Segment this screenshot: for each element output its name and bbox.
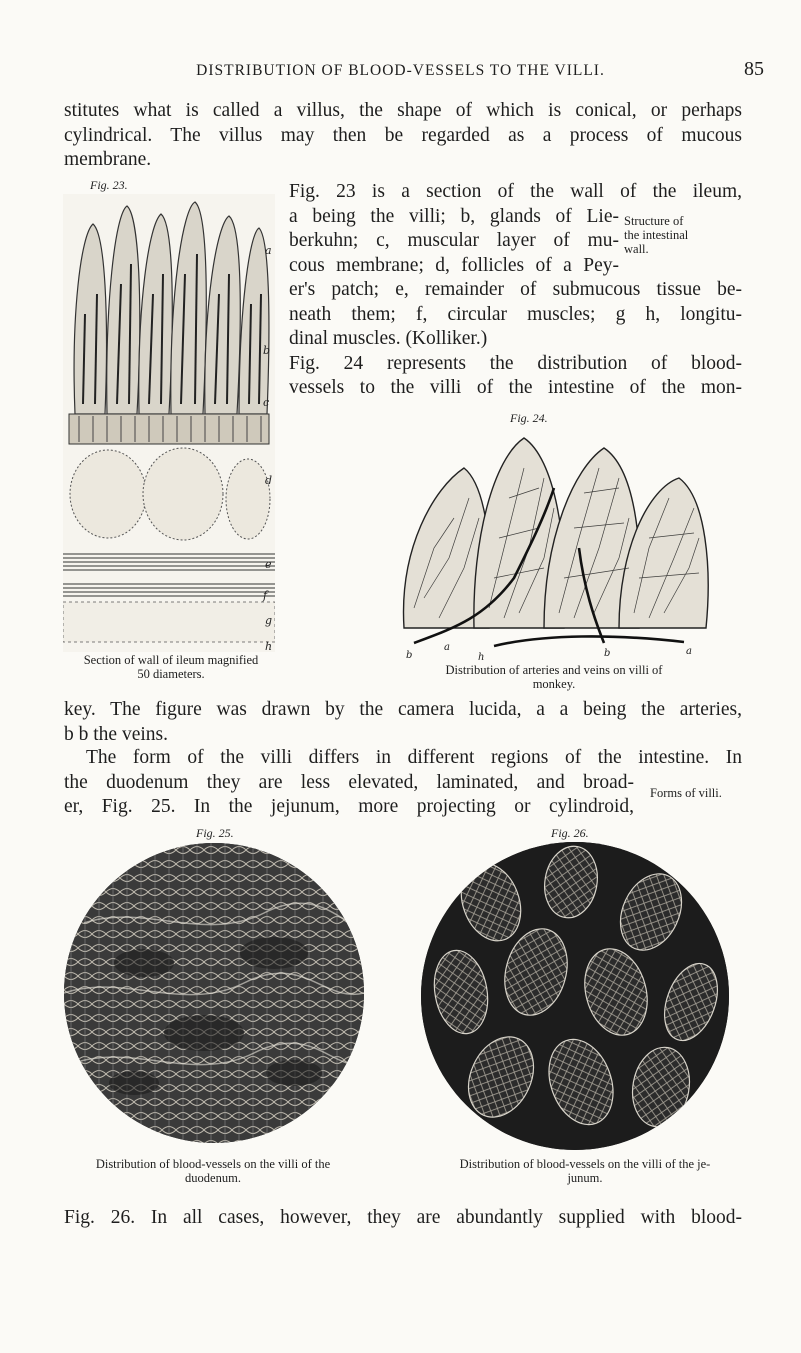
caption-line: monkey. (532, 677, 576, 691)
figure-24-caption (384, 663, 724, 691)
caption-line: Distribution of blood-vessels on the villi of the (95, 1157, 331, 1171)
text-line: The form of the villi differs in different regions of the intestine. In (86, 747, 742, 768)
figure-26-label: Fig. 26. (551, 826, 589, 840)
fig24-letter-b2: b (604, 648, 611, 659)
caption-line: junum. (567, 1171, 603, 1185)
ileum-section-drawing (63, 194, 275, 652)
text-line: er, Fig. 25. In the jejunum, more projecting or cylindroid, (64, 796, 634, 817)
fig23-letter-a: a (265, 244, 272, 257)
text-line: cous membrane; d, follicles of a Pey- (289, 254, 619, 276)
fig23-letter-d: d (265, 474, 273, 487)
paragraph-3 (64, 746, 742, 820)
paragraph-2 (64, 698, 742, 747)
margin-note-line: Structure of (624, 214, 684, 228)
figure-24-label: Fig. 24. (510, 411, 548, 425)
text-line: membrane. (64, 149, 152, 170)
fig24-letter-h: h (478, 652, 485, 662)
caption-line: duodenum. (185, 1171, 241, 1185)
fig23-letter-b: b (263, 344, 271, 357)
caption-line: Distribution of blood-vessels on the villi of the je- (459, 1157, 711, 1171)
text-line: vessels to the villi of the intestine of the mon- (289, 377, 742, 398)
fig23-letter-g: g (265, 614, 273, 627)
figure-23-label: Fig. 23. (90, 178, 128, 192)
fig23-letter-c: c (263, 396, 270, 409)
margin-note-line: the intestinal (624, 228, 689, 242)
duodenum-villi-drawing (64, 843, 364, 1143)
caption-line: Distribution of arteries and veins on villi of (445, 663, 663, 677)
final-text-line: Fig. 26. In all cases, however, they are abundantly supplied with blood- (64, 1207, 742, 1228)
text-line: Fig. 23 is a section of the wall of the ileum, (289, 181, 742, 202)
figure-23-caption (56, 653, 286, 681)
caption-line: Section of wall of ileum magnified (83, 653, 259, 667)
text-line: berkuhn; c, muscular layer of mu- (289, 230, 619, 251)
text-line: Fig. 24 represents the distribution of blood- (289, 352, 742, 374)
fig24-letter-a: a (444, 642, 450, 653)
fig23-letter-e: e (265, 558, 272, 571)
running-header: DISTRIBUTION OF BLOOD-VESSELS TO THE VILLI. (196, 62, 605, 79)
page-number: 85 (744, 58, 764, 80)
figure-25-illustration (64, 843, 364, 1143)
text-line: cylindrical. The villus may then be regarded as a process of mucous (64, 124, 742, 146)
figure-25-caption (48, 1157, 378, 1185)
text-line: key. The figure was drawn by the camera lucida, a a being the arteries, (64, 699, 742, 720)
jejunum-villi-drawing (421, 842, 729, 1150)
text-line: a being the villi; b, glands of Lie- (289, 205, 619, 227)
margin-note-structure (624, 214, 744, 256)
figure-23-illustration (63, 194, 275, 652)
text-line: b b the veins. (64, 723, 168, 745)
figure-26-illustration (421, 842, 729, 1150)
fig24-letter-b: b (406, 650, 413, 661)
paragraph-1 (64, 99, 742, 173)
villi-vessels-drawing (394, 428, 714, 662)
margin-note-forms: Forms of villi. (650, 786, 722, 800)
fig24-letter-a2: a (686, 646, 692, 657)
figure-24-illustration (394, 428, 714, 662)
text-line: stitutes what is called a villus, the shape of which is conical, or perhaps (64, 100, 742, 121)
fig23-letter-h: h (265, 640, 273, 652)
text-line: er's patch; e, remainder of submucous tissue be- (289, 279, 742, 300)
figure-26-caption (415, 1157, 755, 1185)
caption-line: 50 diameters. (137, 667, 205, 681)
figure-25-label: Fig. 25. (196, 826, 234, 840)
margin-note-line: wall. (624, 242, 649, 256)
fig23-letter-f: f (263, 589, 268, 602)
text-line: neath them; f, circular muscles; g h, longitu- (289, 303, 742, 325)
text-line: the duodenum they are less elevated, laminated, and broad- (64, 771, 634, 793)
text-line: dinal muscles. (Kolliker.) (289, 328, 488, 349)
